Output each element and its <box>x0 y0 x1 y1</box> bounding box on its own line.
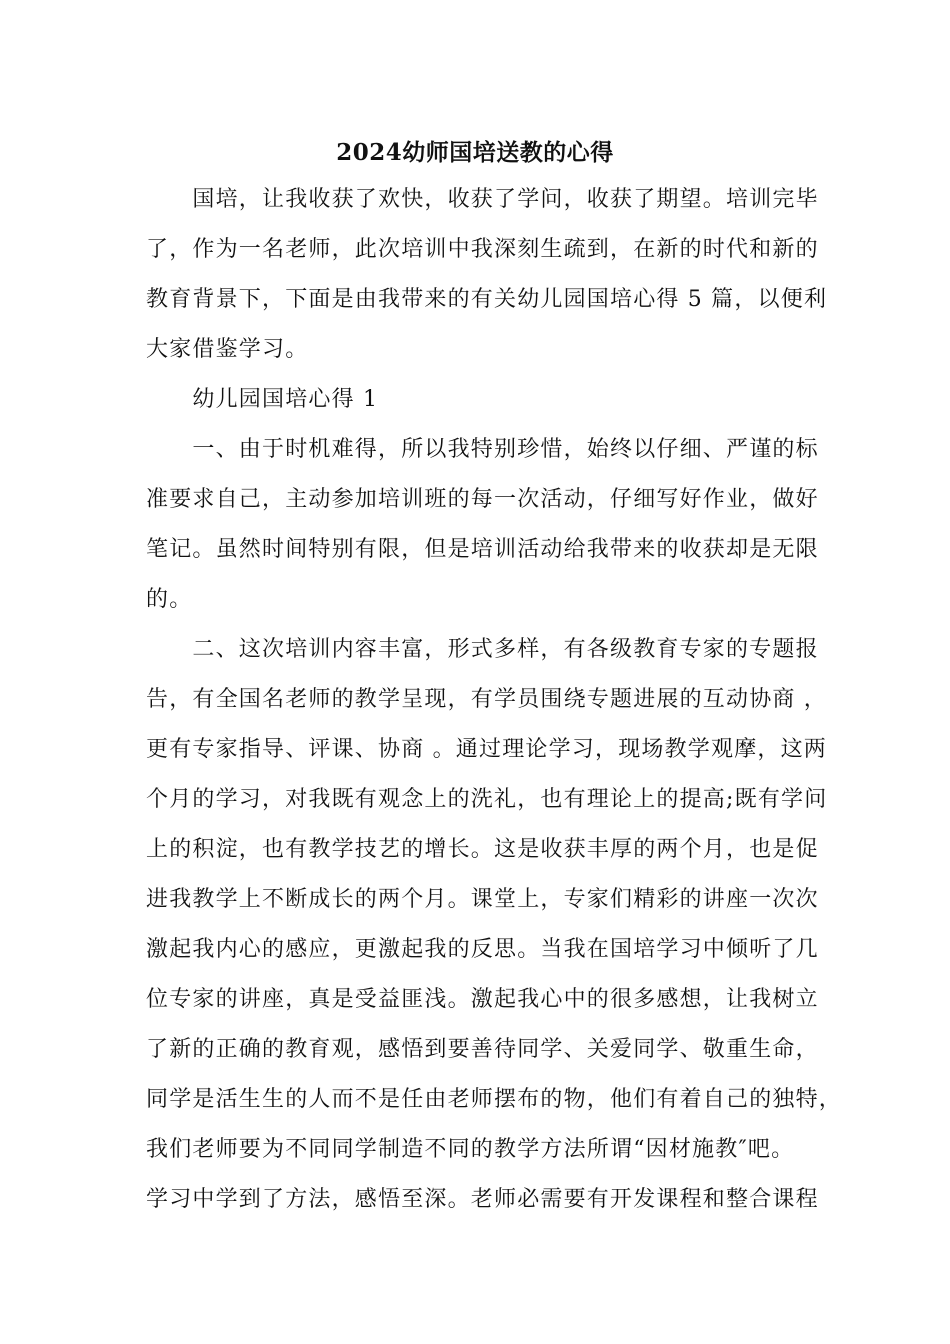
section-heading: 幼儿园国培心得 1 <box>146 387 379 412</box>
text-line: 国培，让我收获了欢快，收获了学问，收获了期望。培训完毕 <box>146 187 819 212</box>
text-line: 告，有全国名老师的教学呈现，有学员围绕专题进展的互动协商 ， <box>146 687 827 712</box>
text-line: 激起我内心的感应，更激起我的反思。当我在国培学习中倾听了几 <box>146 937 819 962</box>
text-line: 同学是活生生的人而不是任由老师摆布的物，他们有着自己的独特， <box>146 1087 843 1112</box>
text-line: 个月的学习，对我既有观念上的洗礼，也有理论上的提高;既有学问 <box>146 787 828 812</box>
text-line: 上的积淀，也有教学技艺的增长。这是收获丰厚的两个月，也是促 <box>146 837 819 862</box>
text-line: 准要求自己，主动参加培训班的每一次活动，仔细写好作业，做好 <box>146 487 819 512</box>
text-line: 笔记。虽然时间特别有限，但是培训活动给我带来的收获却是无限 <box>146 537 819 562</box>
text-line: 一、由于时机难得，所以我特别珍惜，始终以仔细、严谨的标 <box>146 437 819 462</box>
text-line: 二、这次培训内容丰富，形式多样，有各级教育专家的专题报 <box>146 637 819 662</box>
text-line: 了新的正确的教育观，感悟到要善待同学、关爱同学、敬重生命， <box>146 1037 819 1062</box>
text-line: 我们老师要为不同同学制造不同的教学方法所谓“因材施教″吧。 <box>146 1137 795 1162</box>
text-line: 更有专家指导、评课、协商 。通过理论学习，现场教学观摩，这两 <box>146 737 827 762</box>
text-line: 大家借鉴学习。 <box>146 337 309 362</box>
text-line: 了，作为一名老师，此次培训中我深刻生疏到，在新的时代和新的 <box>146 237 819 262</box>
text-line: 学习中学到了方法，感悟至深。老师必需要有开发课程和整合课程 <box>146 1187 819 1212</box>
text-line: 教育背景下，下面是由我带来的有关幼儿园国培心得 5 篇，以便利 <box>146 287 828 312</box>
text-line: 进我教学上不断成长的两个月。课堂上，专家们精彩的讲座一次次 <box>146 887 819 912</box>
text-line: 位专家的讲座，真是受益匪浅。激起我心中的很多感想，让我树立 <box>146 987 819 1012</box>
document-title: 2024幼师国培送教的心得 <box>336 139 614 166</box>
text-line: 的。 <box>146 587 193 612</box>
